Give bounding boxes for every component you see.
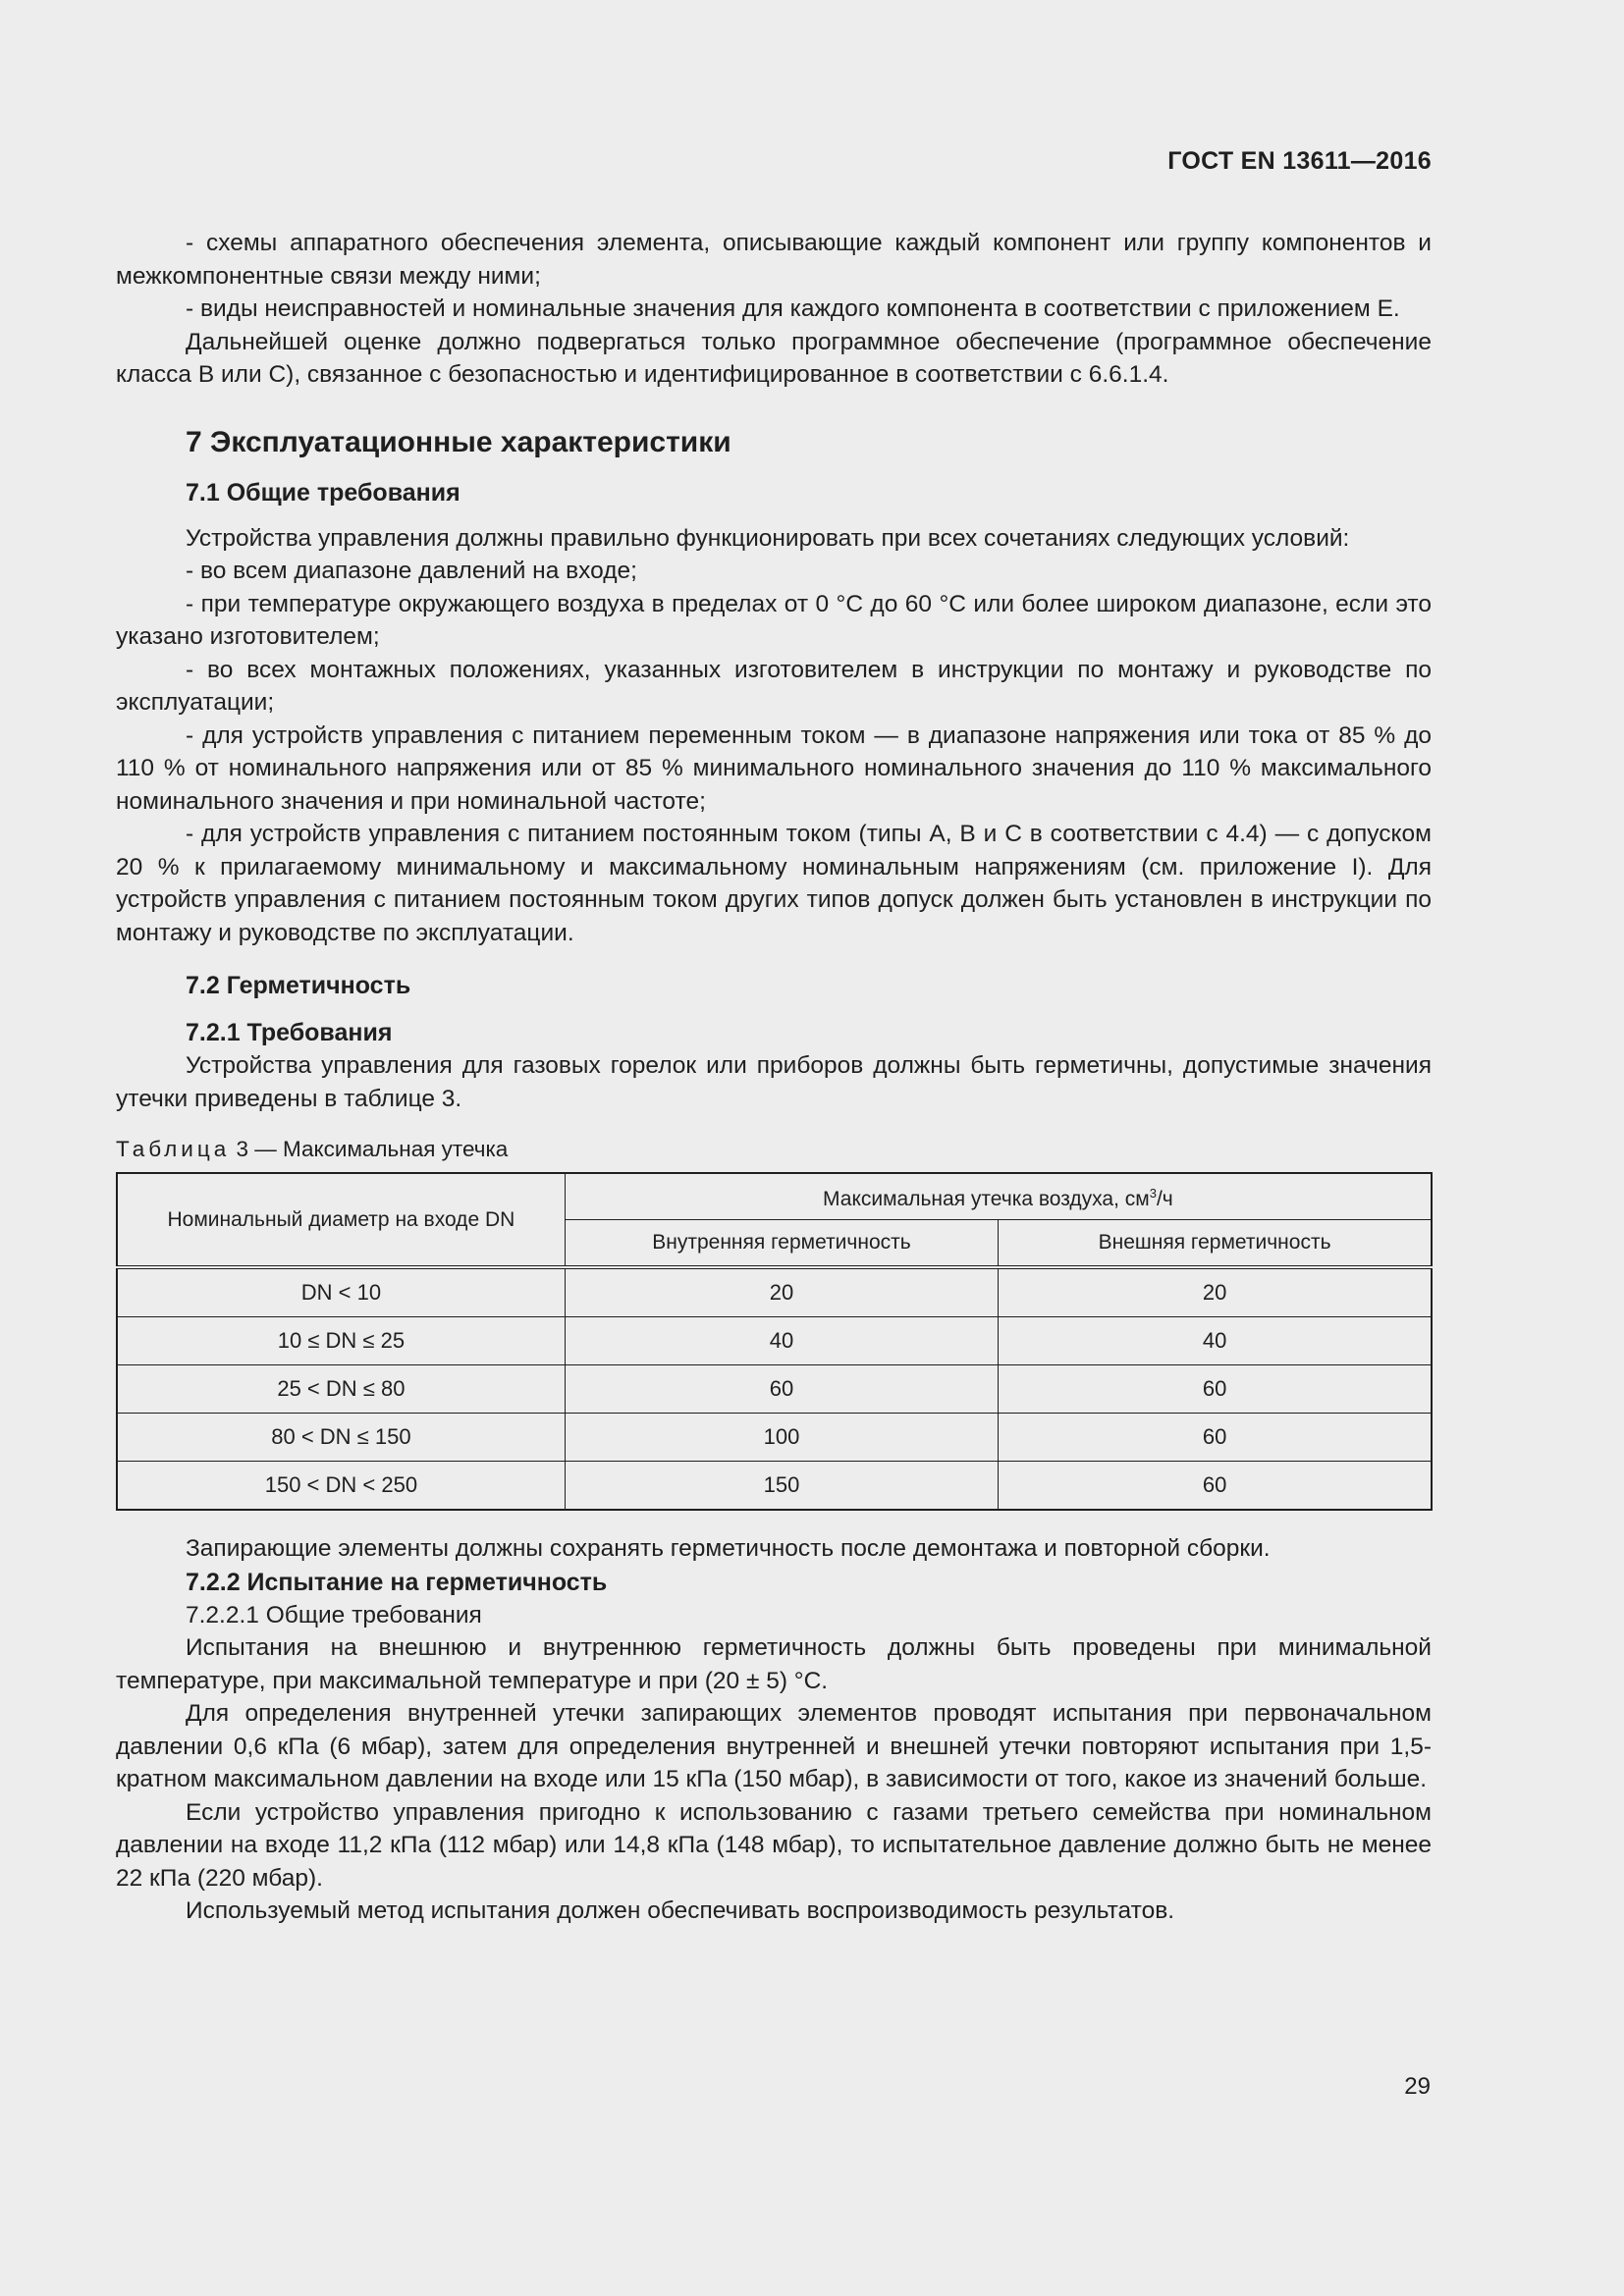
table-row <box>117 1267 1432 1317</box>
cell-external: 40 <box>999 1317 1432 1365</box>
cell-external: 60 <box>999 1414 1432 1462</box>
intro-paragraph-2: - виды неисправностей и номинальные значения для каждого компонента в соответствии с приложением Е. <box>186 295 1400 322</box>
cell-dn: 150 < DN < 250 <box>117 1462 565 1511</box>
document-header: ГОСТ EN 13611—2016 <box>1167 147 1432 175</box>
section-7-1-heading: 7.1 Общие требования <box>186 478 460 507</box>
section-7-2-2-1-heading: 7.2.2.1 Общие требования <box>186 1601 482 1629</box>
s71-paragraph-4: - во всех монтажных положениях, указанных изготовителем в инструкции по монтажу и руководстве по эксплуатации; <box>116 656 1432 716</box>
table-caption-title: 3 — Максимальная утечка <box>236 1137 509 1161</box>
intro-paragraph-1: - схемы аппаратного обеспечения элемента, описывающие каждый компонент или группу компонентов и межкомпонентные связи между ними; <box>116 230 1432 290</box>
section-7-2-heading: 7.2 Герметичность <box>186 972 411 999</box>
s7221-paragraph-1: Испытания на внешнюю и внутреннюю герметичность должны быть проведены при минимальной температуре, при максимальной температуре и при (20 ± 5) °С. <box>116 1634 1432 1694</box>
s7221-paragraph-4: Используемый метод испытания должен обеспечивать воспроизводимость результатов. <box>186 1897 1175 1924</box>
cell-external: 20 <box>999 1267 1432 1317</box>
s71-paragraph-3: - при температуре окружающего воздуха в пределах от 0 °С до 60 °С или более широком диапазоне, если это указано изготовителем; <box>116 590 1432 650</box>
column-group-header-max-leakage: Максимальная утечка воздуха, $см^3/ч$ <box>565 1173 1432 1220</box>
table-caption-word: Таблица <box>116 1137 231 1161</box>
after-table-paragraph-1: Запирающие элементы должны сохранять герметичность после демонтажа и повторной сборки. <box>186 1535 1271 1562</box>
cell-internal: 60 <box>565 1365 998 1414</box>
page-number: 29 <box>1404 2073 1431 2100</box>
column-header-internal: Внутренняя герметичность <box>565 1220 998 1268</box>
cell-internal: 150 <box>565 1462 998 1511</box>
table-row <box>117 1462 1432 1511</box>
s71-paragraph-1: Устройства управления должны правильно функционировать при всех сочетаниях следующих условий: <box>186 524 1350 552</box>
section-7-2-1-heading: 7.2.1 Требования <box>186 1019 393 1046</box>
section-7-2-2-heading: 7.2.2 Испытание на герметичность <box>186 1568 608 1596</box>
table-row <box>117 1414 1432 1462</box>
column-header-external: Внешняя герметичность <box>999 1220 1432 1268</box>
column-header-dn: Номинальный диаметр на входе DN <box>117 1173 565 1267</box>
cell-internal: 40 <box>565 1317 998 1365</box>
intro-paragraph-3: Дальнейшей оценке должно подвергаться только программное обеспечение (программное обеспечение класса В или С), связанное с безопасностью и идентифицированное в соответствии с 6.6.1.4. <box>116 328 1432 388</box>
table-caption <box>116 1135 1432 1164</box>
cell-dn: 25 < DN ≤ 80 <box>117 1365 565 1414</box>
unit-superscript: 3 <box>1149 1186 1157 1201</box>
s71-paragraph-2: - во всем диапазоне давлений на входе; <box>186 558 637 584</box>
s721-paragraph-1: Устройства управления для газовых горелок или приборов должны быть герметичны, допустимые значения утечки приведены в таблице 3. <box>116 1052 1432 1112</box>
cell-external: 60 <box>999 1365 1432 1414</box>
cell-dn: 10 ≤ DN ≤ 25 <box>117 1317 565 1365</box>
page-body <box>116 227 1432 1928</box>
table-row <box>117 1365 1432 1414</box>
table-row <box>117 1317 1432 1365</box>
section-7-heading: 7 Эксплуатационные характеристики <box>186 425 731 458</box>
s7221-paragraph-3: Если устройство управления пригодно к использованию с газами третьего семейства при номинальном давлении на входе 11,2 кПа (112 мбар) или 14,8 кПа (148 мбар), то испытательное давление должно быть не менее 22 кПа (220 мбар). <box>116 1798 1432 1892</box>
cell-dn: 80 < DN ≤ 150 <box>117 1414 565 1462</box>
cell-internal: 100 <box>565 1414 998 1462</box>
s71-paragraph-6: - для устройств управления с питанием постоянным током (типы А, В и С в соответствии с 4.4) — с допуском 20 % к прилагаемому минимальному и максимальному номинальным напряжениям (см. приложение I). Для устройств управления с питанием постоянным током других типов допуск должен быть установлен в инструкции по монтажу и руководстве по эксплуатации. <box>116 821 1432 946</box>
cell-dn: DN < 10 <box>117 1267 565 1317</box>
cell-internal: 20 <box>565 1267 998 1317</box>
s7221-paragraph-2: Для определения внутренней утечки запирающих элементов проводят испытания при первоначальном давлении 0,6 кПа (6 мбар), затем для определения внутренней и внешней утечки повторяют испытания при 1,5-кратном максимальном давлении на входе или 15 кПа (150 мбар), в зависимости от того, какое из значений больше. <box>116 1700 1432 1792</box>
s71-paragraph-5: - для устройств управления с питанием переменным током — в диапазоне напряжения или тока от 85 % до 110 % от номинального напряжения или от 85 % минимального номинального значения до 110 % максимального номинального значения и при номинальной частоте; <box>116 721 1432 815</box>
max-leakage-table <box>116 1172 1433 1511</box>
cell-external: 60 <box>999 1462 1432 1511</box>
